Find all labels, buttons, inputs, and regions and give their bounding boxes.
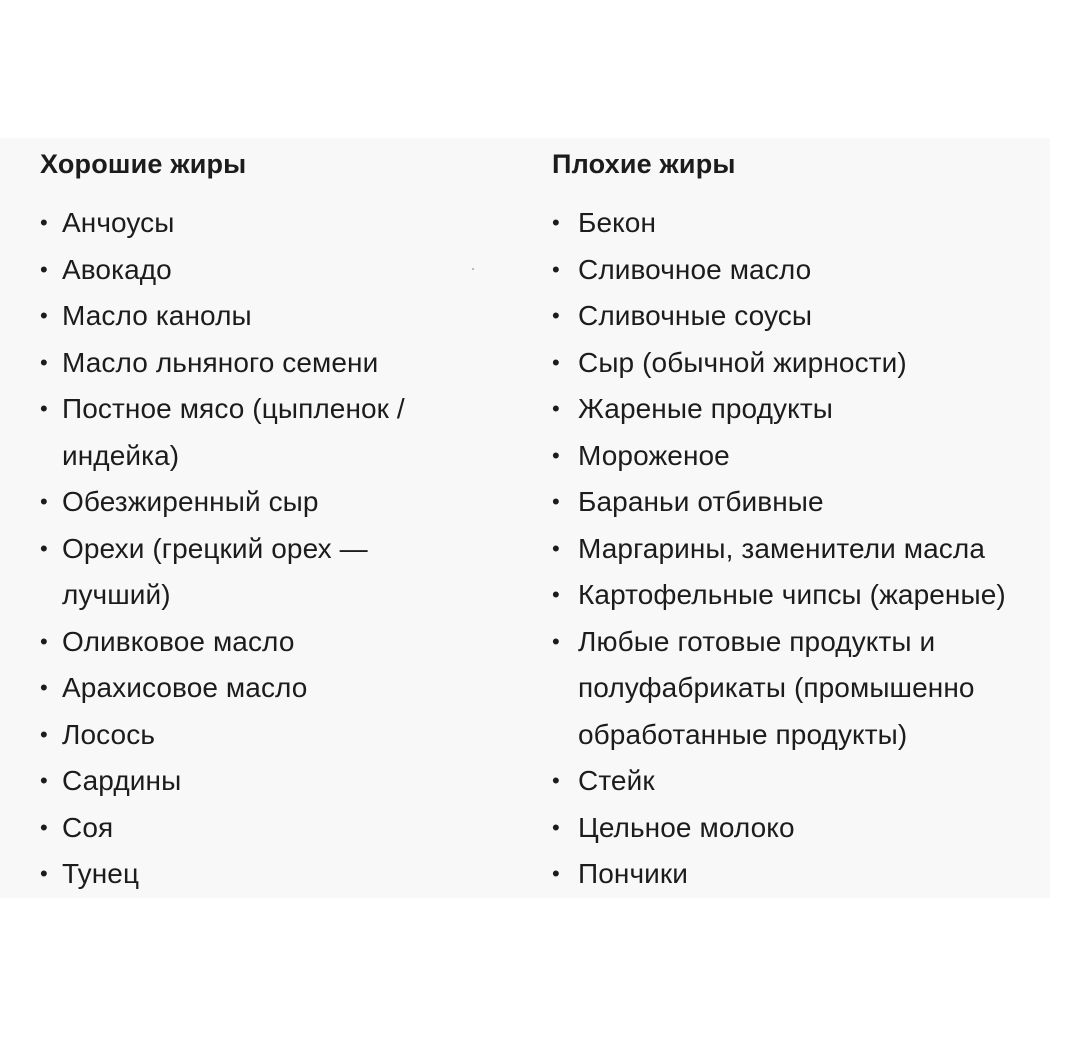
bad-fats-column (552, 145, 1077, 898)
list-item (552, 247, 1077, 294)
bullet-icon: • (552, 535, 560, 561)
bullet-icon: • (40, 210, 48, 235)
list-item (552, 851, 1077, 898)
list-item (40, 665, 480, 712)
list-item (552, 293, 1077, 340)
bullet-icon: • (552, 628, 560, 654)
list-item (552, 526, 1077, 573)
list-item-text: Соя (62, 811, 114, 843)
bullet-icon: • (552, 256, 560, 282)
bullet-icon: • (40, 349, 48, 375)
list-item (40, 293, 480, 340)
list-item (40, 247, 480, 294)
list-item (40, 340, 480, 387)
list-item-text: Авокадо (62, 253, 172, 285)
list-item-text: Жареные продукты (578, 393, 833, 424)
good-fats-column (40, 145, 480, 898)
bullet-icon: • (40, 675, 48, 700)
bullet-icon: • (552, 768, 560, 793)
list-item (40, 479, 480, 526)
list-item (40, 619, 480, 666)
list-item (40, 851, 480, 898)
list-item-text: Орехи (грецкий орех — лучший) (62, 532, 368, 610)
bullet-icon: • (552, 861, 560, 886)
list-item-text: Постное мясо (цыпленок / индейка) (62, 393, 405, 471)
bullet-icon: • (40, 303, 48, 328)
bullet-icon: • (552, 582, 560, 607)
bullet-icon: • (40, 628, 48, 654)
bullet-icon: • (40, 489, 48, 514)
list-item-text: Сливочное масло (578, 253, 812, 285)
list-item-text: Тунец (62, 858, 140, 889)
list-item-text: Сыр (обычной жирности) (578, 346, 907, 378)
list-item (40, 526, 480, 619)
list-item-text: Мороженое (578, 439, 730, 471)
bullet-icon: • (40, 768, 48, 793)
list-item (552, 386, 1077, 433)
list-item (40, 805, 480, 852)
list-item-text: Масло канолы (62, 300, 252, 331)
list-item (552, 340, 1077, 387)
bullet-icon: • (552, 349, 560, 375)
list-item (552, 433, 1077, 480)
list-item (40, 712, 480, 759)
list-item (40, 386, 480, 479)
good-fats-heading: Хорошие жиры (40, 149, 247, 179)
bullet-icon: • (40, 814, 48, 840)
list-item (552, 479, 1077, 526)
list-item-text: Бекон (578, 207, 657, 238)
list-item-text: Картофельные чипсы (жареные) (578, 579, 1006, 610)
list-item (552, 200, 1077, 247)
list-item-text: Арахисовое масло (62, 672, 308, 703)
bullet-icon: • (40, 861, 48, 886)
list-item (40, 758, 480, 805)
bullet-icon: • (552, 489, 560, 514)
bullet-icon: • (552, 396, 560, 421)
bad-fats-heading: Плохие жиры (552, 149, 736, 179)
bullet-icon: • (552, 210, 560, 235)
list-item-text: Сливочные соусы (578, 300, 813, 331)
list-item-text: Лосось (62, 718, 156, 750)
list-item-text: Оливковое масло (62, 625, 295, 657)
list-item-text: Масло льняного семени (62, 346, 379, 378)
list-item (552, 805, 1077, 852)
bullet-icon: • (552, 303, 560, 328)
bullet-icon: • (40, 256, 48, 282)
list-item-text: Анчоусы (62, 207, 175, 238)
bullet-icon: • (40, 535, 48, 561)
list-item-text: Пончики (578, 858, 688, 889)
list-item (552, 758, 1077, 805)
list-item-text: Обезжиренный сыр (62, 486, 319, 517)
bullet-icon: • (552, 814, 560, 840)
list-item-text: Стейк (578, 765, 655, 796)
list-item-text: Маргарины, заменители масла (578, 532, 985, 564)
good-fats-list (40, 200, 480, 898)
list-item-text: Бараньи отбивные (578, 486, 824, 517)
list-item-text: Любые готовые продукты и полуфабрикаты (промышенно обработанные продукты) (578, 625, 975, 750)
bullet-icon: • (40, 721, 48, 747)
bullet-icon: • (40, 396, 48, 421)
list-item-text: Сардины (62, 765, 182, 796)
list-item (40, 200, 480, 247)
bad-fats-list (552, 200, 1077, 898)
list-item (552, 572, 1077, 619)
list-item (552, 619, 1077, 759)
bullet-icon: • (552, 442, 560, 468)
list-item-text: Цельное молоко (578, 811, 795, 843)
